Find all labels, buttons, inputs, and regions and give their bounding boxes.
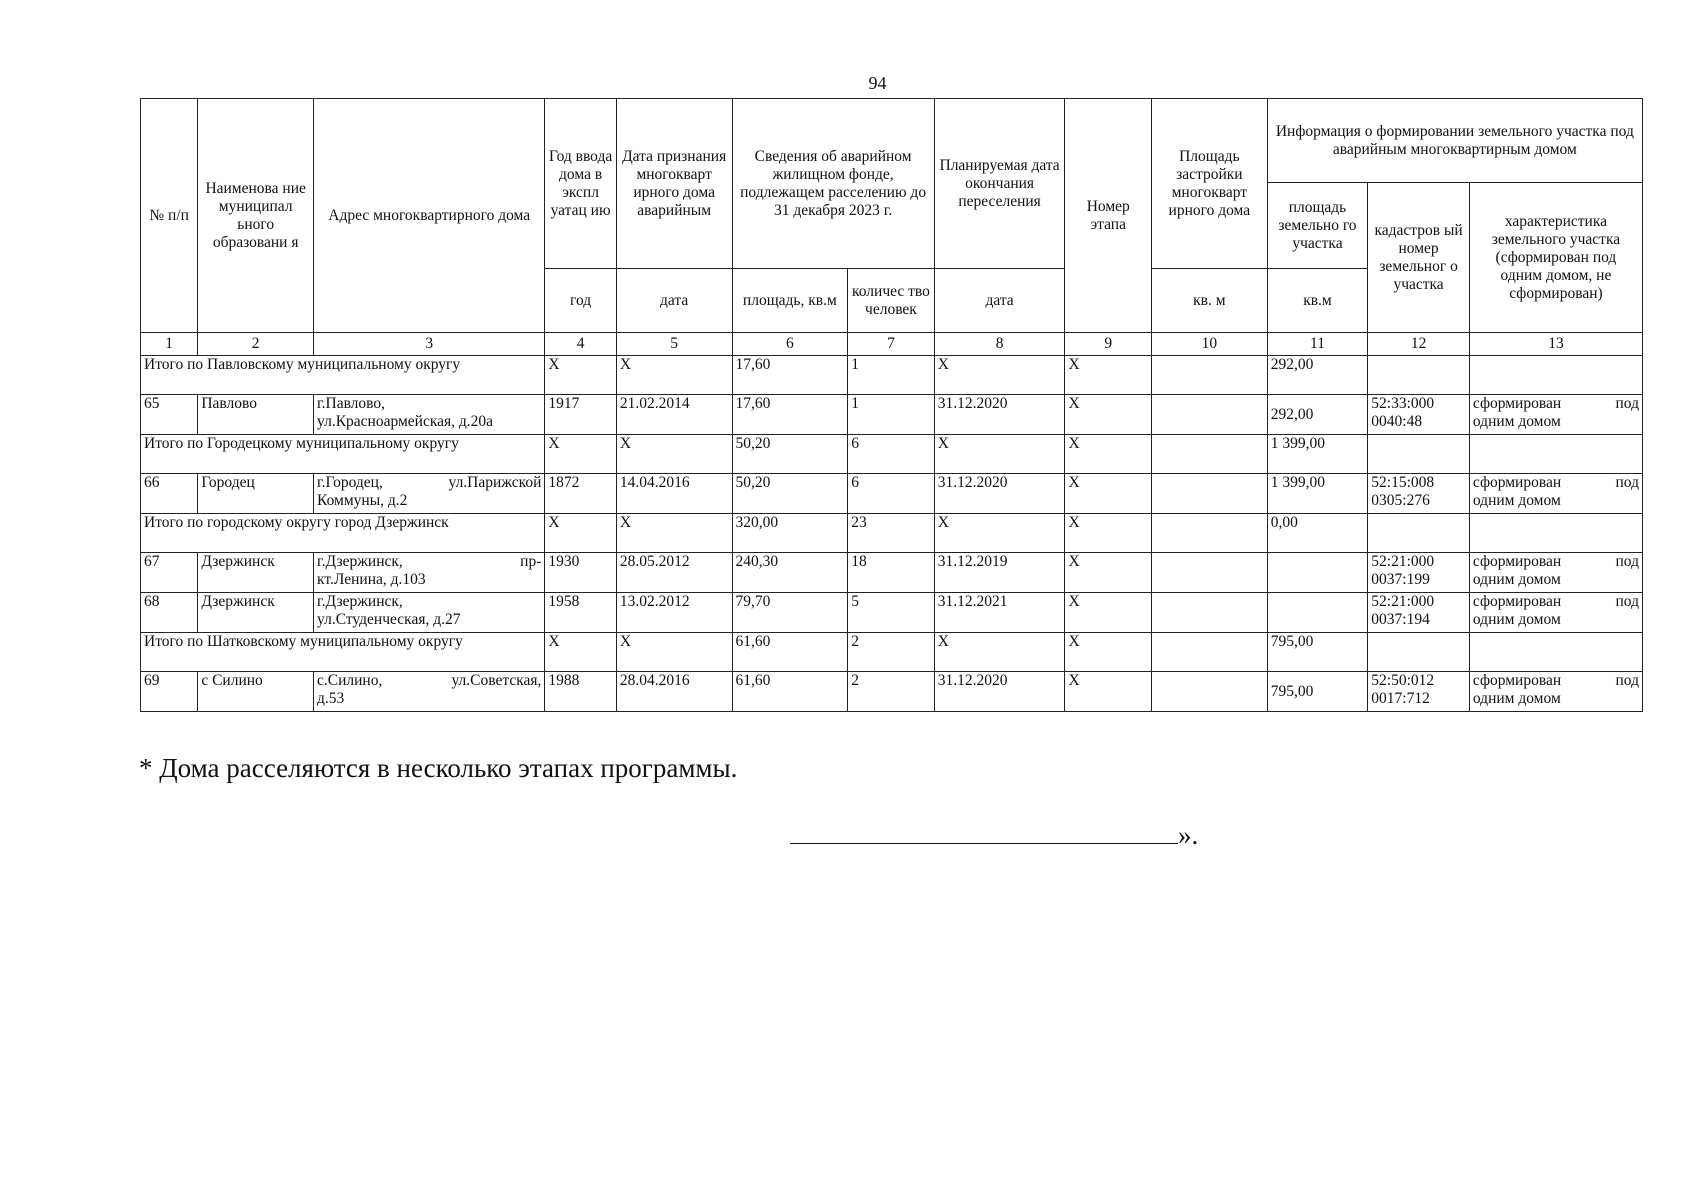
cadastral-line-1: 52:50:012 xyxy=(1371,672,1435,689)
cell-planned-date: X xyxy=(934,514,1065,553)
cell-people: 1 xyxy=(848,395,935,435)
cadastral-line-2: 0037:194 xyxy=(1371,611,1430,628)
cell-building-area xyxy=(1152,633,1268,672)
col-number: 6 xyxy=(732,333,848,356)
cell-building-area xyxy=(1152,435,1268,474)
cell-people: 18 xyxy=(848,553,935,593)
header-cadastral: кадастров ый номер земельног о участка xyxy=(1368,183,1470,333)
cell-stage: X xyxy=(1065,514,1152,553)
cell-planned-date: X xyxy=(934,356,1065,395)
cell-year: 1930 xyxy=(545,553,616,593)
address-line-2: Коммуны, д.2 xyxy=(317,492,408,509)
cell-land-area: 0,00 xyxy=(1267,514,1368,553)
address-line-1: г.Дзержинск, xyxy=(317,593,403,610)
cell-people: 5 xyxy=(848,593,935,633)
unit-building-area: кв. м xyxy=(1152,269,1268,333)
cell-year: 1917 xyxy=(545,395,616,435)
cell-planned-date: 31.12.2021 xyxy=(934,593,1065,633)
characteristic-line-2: одним домом xyxy=(1472,413,1561,430)
characteristic-line-1: сформирован под xyxy=(1472,672,1639,689)
col-number: 8 xyxy=(934,333,1065,356)
characteristic-line-2: одним домом xyxy=(1472,571,1561,588)
total-label: Итого по городскому округу город Дзержинск xyxy=(141,514,545,553)
cadastral-line-2: 0305:276 xyxy=(1371,492,1430,509)
cell-building-area xyxy=(1152,474,1268,514)
cell-cadastral xyxy=(1368,435,1470,474)
cell-building-area xyxy=(1152,514,1268,553)
table-row xyxy=(141,474,1643,514)
col-number: 5 xyxy=(616,333,732,356)
col-number: 10 xyxy=(1152,333,1268,356)
header-year-built: Год ввода дома в экспл уатац ию xyxy=(545,99,616,269)
characteristic-line-1: сформирован под xyxy=(1472,474,1639,491)
cell-municipality: Павлово xyxy=(198,395,314,435)
unit-land-area: кв.м xyxy=(1267,269,1368,333)
cell-planned-date: 31.12.2019 xyxy=(934,553,1065,593)
cell-year: X xyxy=(545,633,616,672)
cell-year: 1988 xyxy=(545,672,616,712)
cell-building-area xyxy=(1152,672,1268,712)
table-row xyxy=(141,395,1643,435)
characteristic-line-1: сформирован под xyxy=(1472,593,1639,610)
cell-people: 1 xyxy=(848,356,935,395)
cell-stage: X xyxy=(1065,356,1152,395)
cell-stage: X xyxy=(1065,553,1152,593)
cell-number: 67 xyxy=(141,553,198,593)
cell-characteristic xyxy=(1469,474,1642,514)
cell-area: 320,00 xyxy=(732,514,848,553)
signature-underline xyxy=(790,821,1178,844)
col-number: 7 xyxy=(848,333,935,356)
cell-area: 61,60 xyxy=(732,672,848,712)
cell-municipality: с Силино xyxy=(198,672,314,712)
address-line-2: д.53 xyxy=(317,690,345,707)
characteristic-line-2: одним домом xyxy=(1472,690,1561,707)
address-line-2: кт.Ленина, д.103 xyxy=(317,571,426,588)
cell-planned-date: X xyxy=(934,435,1065,474)
cell-number: 69 xyxy=(141,672,198,712)
cell-characteristic xyxy=(1469,514,1642,553)
cell-date: 13.02.2012 xyxy=(616,593,732,633)
address-line-2: ул.Красноармейская, д.20а xyxy=(317,413,494,430)
cell-cadastral xyxy=(1368,356,1470,395)
cell-year: X xyxy=(545,514,616,553)
header-emergency-fund: Сведения об аварийном жилищном фонде, подлежащем расселению до 31 декабря 2023 г. xyxy=(732,99,934,269)
table-row xyxy=(141,593,1643,633)
cell-characteristic xyxy=(1469,435,1642,474)
header-land-info: Информация о формировании земельного участка под аварийным многоквартирным домом xyxy=(1267,99,1642,183)
footnote: * Дома расселяются в несколько этапах программы. xyxy=(139,753,738,783)
cell-municipality: Дзержинск xyxy=(198,553,314,593)
cell-date: X xyxy=(616,514,732,553)
cell-land-area xyxy=(1267,553,1368,593)
characteristic-line-2: одним домом xyxy=(1472,611,1561,628)
cadastral-line-1: 52:33:000 xyxy=(1371,395,1435,412)
cell-stage: X xyxy=(1065,633,1152,672)
cell-year: X xyxy=(545,356,616,395)
header-land-area: площадь земельно го участка xyxy=(1267,183,1368,269)
unit-area: площадь, кв.м xyxy=(732,269,848,333)
unit-year: год xyxy=(545,269,616,333)
cell-area: 17,60 xyxy=(732,356,848,395)
cell-people: 6 xyxy=(848,435,935,474)
cell-cadastral xyxy=(1368,474,1470,514)
cell-building-area xyxy=(1152,553,1268,593)
cell-people: 2 xyxy=(848,633,935,672)
closing-signature-line xyxy=(790,820,1198,851)
unit-people: количес тво человек xyxy=(848,269,935,333)
header-stage: Номер этапа xyxy=(1065,99,1152,333)
cell-land-area: 1 399,00 xyxy=(1267,474,1368,514)
total-label: Итого по Шатковскому муниципальному округу xyxy=(141,633,545,672)
cell-cadastral xyxy=(1368,395,1470,435)
closing-quote: ». xyxy=(1178,820,1199,850)
cell-year: 1958 xyxy=(545,593,616,633)
header-planned-date: Планируемая дата окончания переселения xyxy=(934,99,1065,269)
table-row-total xyxy=(141,633,1643,672)
table-row xyxy=(141,553,1643,593)
cell-characteristic xyxy=(1469,633,1642,672)
cell-municipality: Городец xyxy=(198,474,314,514)
address-line-1: г.Павлово, xyxy=(317,395,386,412)
cell-land-area: 1 399,00 xyxy=(1267,435,1368,474)
cell-land-area: 795,00 xyxy=(1267,633,1368,672)
cell-characteristic xyxy=(1469,356,1642,395)
cell-address xyxy=(314,593,545,633)
cell-planned-date: X xyxy=(934,633,1065,672)
cell-cadastral xyxy=(1368,593,1470,633)
col-number: 3 xyxy=(314,333,545,356)
cell-planned-date: 31.12.2020 xyxy=(934,395,1065,435)
cell-building-area xyxy=(1152,356,1268,395)
table-row xyxy=(141,672,1643,712)
cell-stage: X xyxy=(1065,435,1152,474)
header-land-characteristic: характеристика земельного участка (сформирован под одним домом, не сформирован) xyxy=(1469,183,1642,333)
address-line-1: г.Дзержинск, пр- xyxy=(317,553,542,570)
cell-stage: X xyxy=(1065,672,1152,712)
cell-area: 79,70 xyxy=(732,593,848,633)
cell-area: 240,30 xyxy=(732,553,848,593)
page-number: 94 xyxy=(868,73,887,93)
cell-land-area xyxy=(1267,593,1368,633)
col-number: 2 xyxy=(198,333,314,356)
address-line-2: ул.Студенческая, д.27 xyxy=(317,611,461,628)
cell-characteristic xyxy=(1469,672,1642,712)
cell-address xyxy=(314,474,545,514)
total-label: Итого по Городецкому муниципальному округу xyxy=(141,435,545,474)
cell-number: 65 xyxy=(141,395,198,435)
total-label: Итого по Павловскому муниципальному округу xyxy=(141,356,545,395)
cell-people: 23 xyxy=(848,514,935,553)
header-number: № п/п xyxy=(141,99,198,333)
cell-characteristic xyxy=(1469,593,1642,633)
address-line-1: с.Силино, ул.Советская, xyxy=(317,672,542,689)
characteristic-line-1: сформирован под xyxy=(1472,553,1639,570)
address-line-1: г.Городец, ул.Парижской xyxy=(317,474,542,491)
cell-planned-date: 31.12.2020 xyxy=(934,474,1065,514)
cell-date: X xyxy=(616,356,732,395)
cell-characteristic xyxy=(1469,553,1642,593)
cell-municipality: Дзержинск xyxy=(198,593,314,633)
unit-date: дата xyxy=(616,269,732,333)
col-number: 9 xyxy=(1065,333,1152,356)
characteristic-line-2: одним домом xyxy=(1472,492,1561,509)
cell-cadastral xyxy=(1368,672,1470,712)
cadastral-line-2: 0017:712 xyxy=(1371,690,1430,707)
resettlement-table xyxy=(140,98,1643,712)
cell-cadastral xyxy=(1368,553,1470,593)
table-row-total xyxy=(141,435,1643,474)
cell-area: 50,20 xyxy=(732,435,848,474)
characteristic-line-1: сформирован под xyxy=(1472,395,1639,412)
table-row-total xyxy=(141,514,1643,553)
cell-area: 17,60 xyxy=(732,395,848,435)
cell-address xyxy=(314,553,545,593)
cell-land-area: 292,00 xyxy=(1267,395,1368,435)
col-number: 13 xyxy=(1469,333,1642,356)
cell-number: 68 xyxy=(141,593,198,633)
cell-number: 66 xyxy=(141,474,198,514)
cell-planned-date: 31.12.2020 xyxy=(934,672,1065,712)
cell-date: X xyxy=(616,435,732,474)
cell-stage: X xyxy=(1065,395,1152,435)
cell-characteristic xyxy=(1469,395,1642,435)
header-building-area: Площадь застройки многокварт ирного дома xyxy=(1152,99,1268,269)
cell-date: 28.05.2012 xyxy=(616,553,732,593)
cell-cadastral xyxy=(1368,633,1470,672)
cell-land-area: 795,00 xyxy=(1267,672,1368,712)
col-number: 12 xyxy=(1368,333,1470,356)
cell-cadastral xyxy=(1368,514,1470,553)
table-row-total xyxy=(141,356,1643,395)
header-emergency-date: Дата признания многокварт ирного дома аварийным xyxy=(616,99,732,269)
cell-stage: X xyxy=(1065,593,1152,633)
header-address: Адрес многоквартирного дома xyxy=(314,99,545,333)
cadastral-line-2: 0040:48 xyxy=(1371,413,1423,430)
col-number: 4 xyxy=(545,333,616,356)
cell-stage: X xyxy=(1065,474,1152,514)
cell-land-area: 292,00 xyxy=(1267,356,1368,395)
cell-date: 28.04.2016 xyxy=(616,672,732,712)
cadastral-line-1: 52:15:008 xyxy=(1371,474,1435,491)
col-number: 1 xyxy=(141,333,198,356)
cell-area: 50,20 xyxy=(732,474,848,514)
unit-planned-date: дата xyxy=(934,269,1065,333)
cell-date: 21.02.2014 xyxy=(616,395,732,435)
cell-year: 1872 xyxy=(545,474,616,514)
cell-area: 61,60 xyxy=(732,633,848,672)
cell-address xyxy=(314,395,545,435)
cell-year: X xyxy=(545,435,616,474)
cadastral-line-2: 0037:199 xyxy=(1371,571,1430,588)
cadastral-line-1: 52:21:000 xyxy=(1371,593,1435,610)
cadastral-line-1: 52:21:000 xyxy=(1371,553,1435,570)
col-number: 11 xyxy=(1267,333,1368,356)
cell-people: 2 xyxy=(848,672,935,712)
cell-building-area xyxy=(1152,593,1268,633)
cell-building-area xyxy=(1152,395,1268,435)
cell-date: 14.04.2016 xyxy=(616,474,732,514)
header-municipality: Наименова ние муниципал ьного образовани я xyxy=(198,99,314,333)
cell-date: X xyxy=(616,633,732,672)
cell-address xyxy=(314,672,545,712)
cell-people: 6 xyxy=(848,474,935,514)
